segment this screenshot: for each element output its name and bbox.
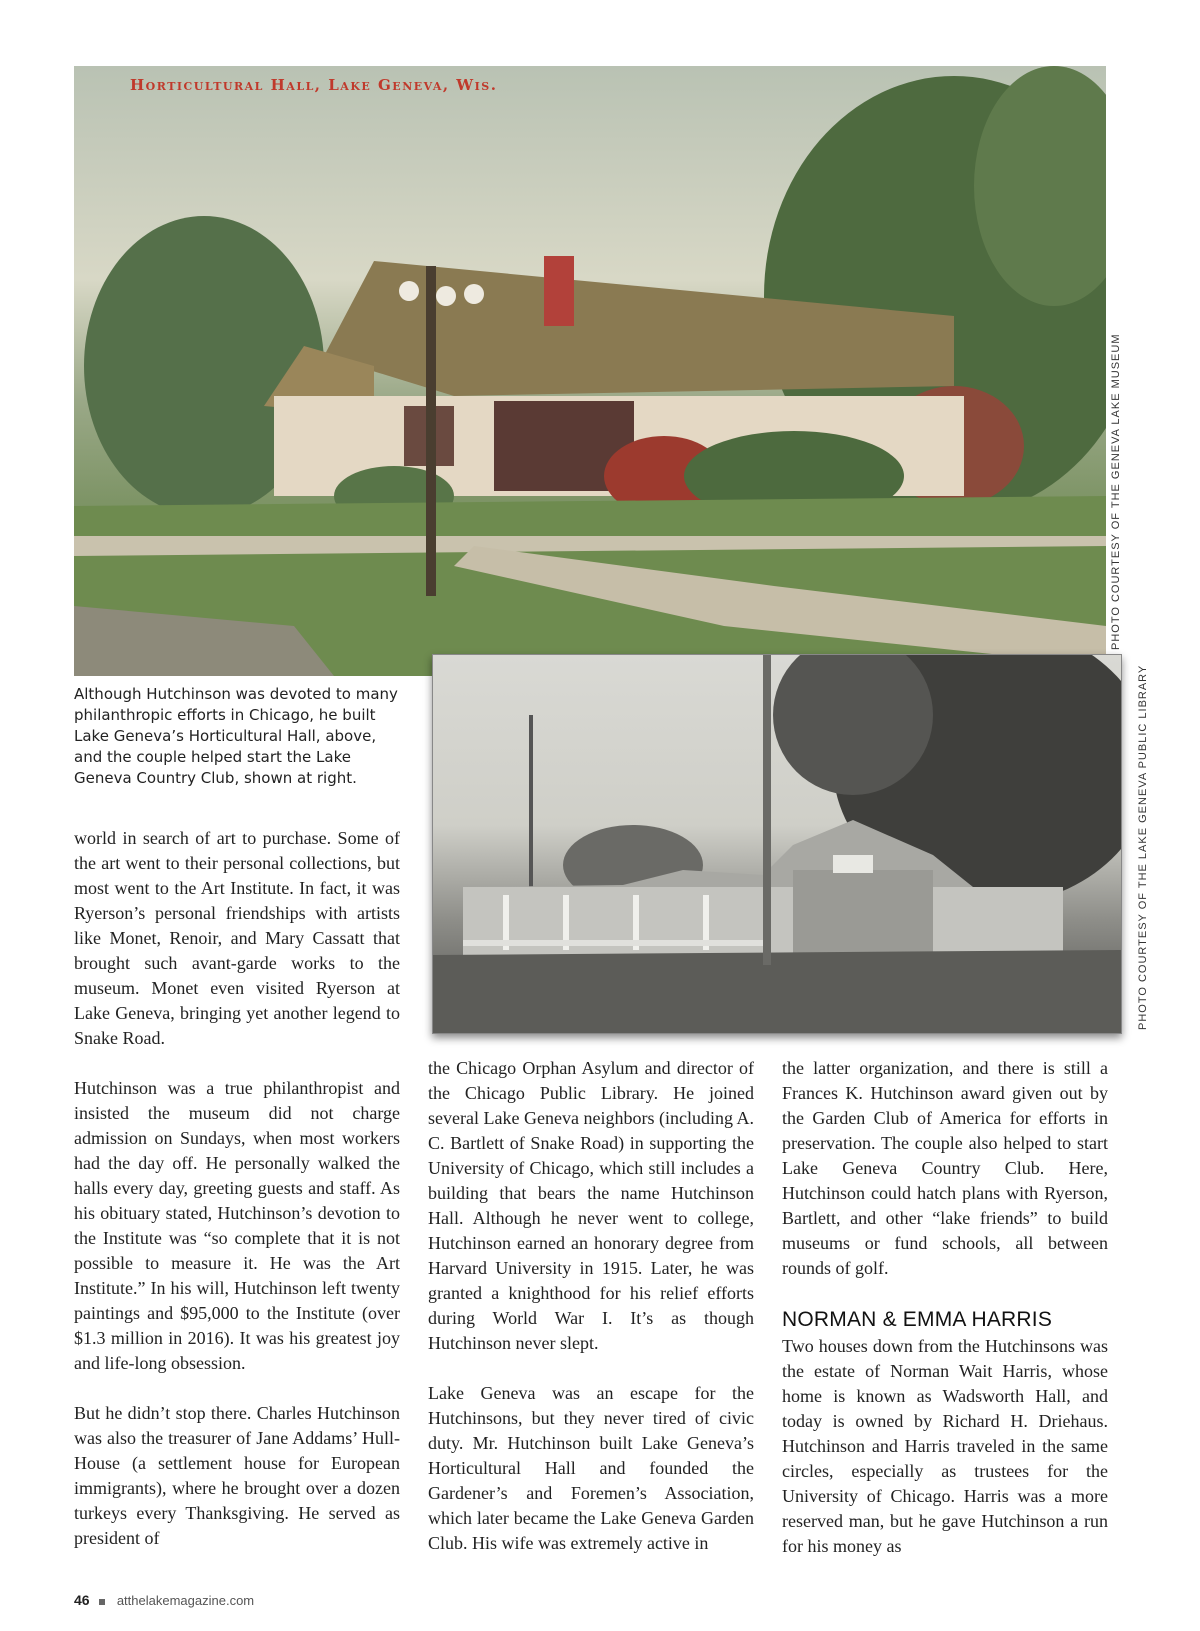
article-column-1 bbox=[74, 826, 400, 1576]
photo-credit-museum: PHOTO COURTESY OF THE GENEVA LAKE MUSEUM bbox=[1110, 333, 1122, 650]
paragraph: Lake Geneva was an escape for the Hutchinsons, but they never tired of civic duty. Mr. Hutchinson built Lake Geneva’s Horticultural Hall and founded the Gardener’s and Foremen’s Association, which later became the Lake Geneva Garden Club. His wife was extremely active in bbox=[428, 1383, 754, 1553]
page-number: 46 bbox=[74, 1592, 90, 1608]
article-column-3 bbox=[782, 1056, 1108, 1584]
paragraph: the latter organization, and there is still a Frances K. Hutchinson award given out by the Garden Club of America for efforts in preservation. The couple also helped to start Lake Geneva Country Club. Here, Hutchinson could hatch plans with Ryerson, Bartlett, and other “lake friends” to build museums or fund schools, all between rounds of golf. bbox=[782, 1058, 1108, 1278]
page-footer bbox=[74, 1592, 254, 1608]
section-heading: NORMAN & EMMA HARRIS bbox=[782, 1308, 1053, 1331]
horticultural-hall-photo bbox=[74, 66, 1106, 676]
paragraph: Two houses down from the Hutchinsons was the estate of Norman Wait Harris, whose home is known as Wadsworth Hall, and today is owned by Richard H. Driehaus. Hutchinson and Harris traveled in the same circles, especially as trustees for the University of Chicago. Harris was a more reserved man, but he gave Hutchinson a run for his money as bbox=[782, 1336, 1108, 1556]
paragraph: world in search of art to purchase. Some of the art went to their personal collections, but most went to the Art Institute. In fact, it was Ryerson’s personal friendships with artists like Monet, Renoir, and Mary Cassatt that brought such avant-garde works to the museum. Monet even visited Ryerson at Lake Geneva, bringing yet another legend to Snake Road. bbox=[74, 828, 400, 1048]
paragraph: Hutchinson was a true philanthropist and insisted the museum did not charge admission on Sundays, when most workers had the day off. He personally walked the halls every day, greeting guests and staff. As his obituary stated, Hutchinson’s devotion to the Institute was “so complete that it is not possible to measure it. He was the Art Institute.” In his will, Hutchinson left twenty paintings and $95,000 to the Institute (over $1.3 million in 2016). It was his greatest joy and life-long obsession. bbox=[74, 1078, 400, 1373]
country-club-photo bbox=[432, 654, 1122, 1034]
website-url: atthelakemagazine.com bbox=[116, 1593, 255, 1608]
article-column-2 bbox=[428, 1056, 754, 1581]
paragraph: But he didn’t stop there. Charles Hutchinson was also the treasurer of Jane Addams’ Hull-House (a settlement house for European immigrants), where he brought over a dozen turkeys every Thanksgiving. He served as president of bbox=[74, 1403, 400, 1548]
horticultural-hall-illustration bbox=[74, 66, 1106, 676]
country-club-illustration bbox=[433, 655, 1121, 1033]
paragraph: the Chicago Orphan Asylum and director of the Chicago Public Library. He joined several Lake Geneva neighbors (including A. C. Bartlett of Snake Road) in supporting the University of Chicago, which still includes a building that bears the name Hutchinson Hall. Although he never went to college, Hutchinson earned an honorary degree from Harvard University in 1915. Later, he was granted a knighthood for his relief efforts during World War I. It’s as though Hutchinson never slept. bbox=[428, 1058, 754, 1353]
separator-square-icon bbox=[99, 1599, 105, 1605]
photo-credit-library: PHOTO COURTESY OF THE LAKE GENEVA PUBLIC LIBRARY bbox=[1137, 664, 1149, 1030]
photo-caption: Although Hutchinson was devoted to many philanthropic efforts in Chicago, he built Lake Geneva’s Horticultural Hall, above, and the couple helped start the Lake Geneva Country Club, shown at right. bbox=[74, 685, 398, 787]
postcard-title: Horticultural Hall, Lake Geneva, Wis. bbox=[130, 76, 498, 94]
